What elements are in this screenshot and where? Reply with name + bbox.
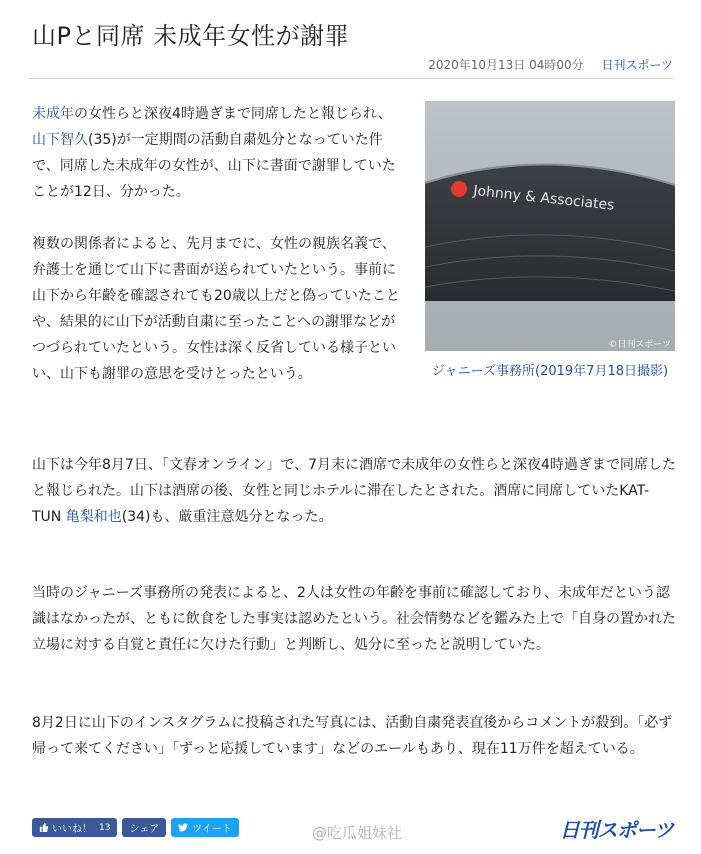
share-button[interactable]	[122, 818, 166, 837]
share-bar	[32, 818, 239, 837]
thumbs-up-icon	[39, 823, 48, 832]
company-logo-icon	[451, 181, 467, 197]
paragraph-1-text-a: の女性らと深夜4時過ぎまで同席したと報じられ、	[74, 106, 392, 122]
footer-logo[interactable]: 日刊スポーツ	[559, 818, 673, 842]
building-sign: Johnny & Associates	[472, 183, 616, 214]
tweet-button[interactable]	[171, 818, 239, 837]
like-button[interactable]	[32, 818, 117, 837]
paragraph-3-text-b: (34)も、厳重注意処分となった。	[121, 509, 333, 525]
photo-caption: ジャニーズ事務所(2019年7月18日撮影)	[431, 364, 669, 379]
paragraph-1	[32, 101, 404, 205]
paragraph-3-text-a: 山下は今年8月7日、「文春オンライン」で、7月末に酒席で未成年の女性らと深夜4時過ぎまで同席したと報じられた。山下は酒席の後、女性と同じホテルに滞在したとされた。酒席に同席していたKAT-TUN	[32, 457, 676, 525]
paragraph-4: 当時のジャニーズ事務所の発表によると、2人は女性の年齢を事前に確認しており、未成年だという認識はなかったが、ともに飲食をした事実は認めたという。社会情勢などを鑑みた上で「自身の置かれた立場に対する自覚と責任に欠けた行動」と判断し、処分に至ったと説明していた。	[32, 585, 676, 653]
watermark: @吃瓜姐妹社	[312, 824, 403, 842]
article-title: 山Pと同席 未成年女性が謝罪	[32, 22, 350, 50]
publish-date: 2020年10月13日 04時00分	[428, 58, 584, 72]
keyword-link-kamenashi[interactable]: 亀梨和也	[65, 509, 122, 525]
paragraph-1-text-b: (35)が一定期間の活動自粛処分となっていた件で、同席した未成年の女性が、山下に書面で謝罪していたことが12日、分かった。	[32, 132, 396, 200]
source-link[interactable]: 日刊スポーツ	[601, 58, 673, 72]
tweet-label: ツイート	[192, 824, 232, 835]
article-meta	[428, 56, 673, 73]
keyword-link-yamashita[interactable]: 山下智久	[32, 132, 88, 148]
paragraph-5: 8月2日に山下のインスタグラムに投稿された写真には、活動自粛発表直後からコメントが殺到。「必ず帰って来てください」「ずっと応援しています」などのエールもあり、現在11万件を超えている。	[32, 715, 673, 757]
paragraph-2: 複数の関係者によると、先月までに、女性の親族名義で、弁護士を通じて山下に書面が送られていたという。事前に山下から年齢を確認されても20歳以上だと偽っていたことや、結果的に山下が活動自粛に至ったことへの謝罪などがつづられていたという。女性は深く反省している様子といい、山下も謝罪の意思を受けとったという。	[32, 236, 400, 382]
header-divider	[28, 78, 673, 79]
like-label: いいね！	[52, 824, 92, 835]
like-count: 13	[99, 822, 111, 833]
twitter-bird-icon	[178, 823, 188, 832]
photo-credit: ©日刊スポーツ	[608, 340, 671, 350]
article-photo[interactable]	[425, 101, 675, 351]
keyword-link-minor[interactable]: 未成年	[32, 106, 74, 122]
paragraph-3	[32, 452, 676, 530]
building-photo	[425, 101, 675, 351]
share-label: シェア	[129, 824, 160, 835]
